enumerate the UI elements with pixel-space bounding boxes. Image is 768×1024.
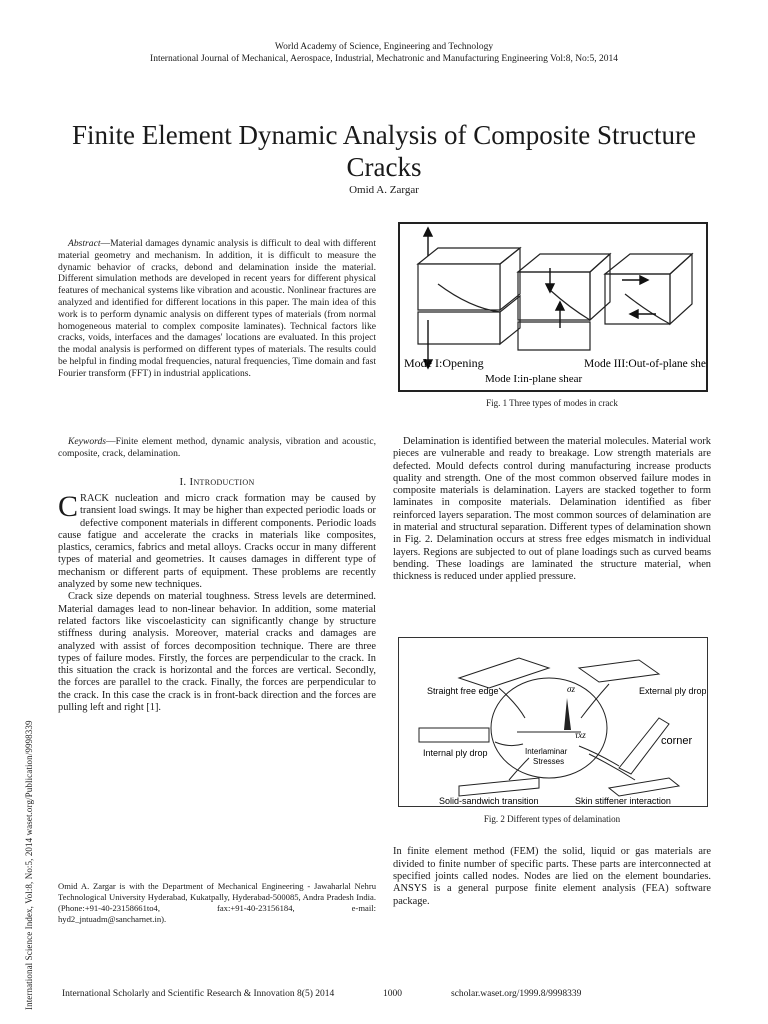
side-note: International Science Index, Vol:8, No:5, 2014 waset.org/Publication/9998339 <box>24 720 34 1010</box>
sigma-label: σz <box>567 684 575 694</box>
skin-stiffener-label: Skin stiffener interaction <box>575 796 671 805</box>
crack-modes-illustration <box>400 224 706 390</box>
keywords-text: —Finite element method, dynamic analysis, vibration and acoustic, composite, crack, delamination. <box>58 436 376 459</box>
intro-paragraph-1: RACK nucleation and micro crack formation may be caused by transient load swings. It may be higher than expected periodic loads or defective component materials in different components. Periodic loads cause fatigue and accelerate the cracks in materials like composites, plastics, ceramics, fabrics and metal alloys. Cracks occur in many different types of material and geometries. It causes damages in different type of mechanism or different parts of equipment. These problems are recently analyzed by some new techniques. <box>58 493 376 591</box>
abstract-label: Abstract <box>68 238 101 249</box>
delamination-text <box>393 436 711 584</box>
keywords <box>58 436 376 460</box>
intro-paragraph-2: Crack size depends on material toughness. Stress levels are determined. Material damages lead to non-linear behavior. In addition, some material related factors like viscoelasticity can significantly change by structure stiffness during analysis. Moreover, material cracks and damages are analyzed with assist of forces decomposition technique. There are three types of failure modes. Firstly, the forces are perpendicular to the crack. In this situation the crack is horizontal and the forces are vertical. Secondly, the forces are parallel to the crack. Finally, the forces are perpendicular to the crack. In this case the crack is in front-back direction and the forces are pulling left and right [1]. <box>58 591 376 714</box>
journal-issue: International Journal of Mechanical, Aerospace, Industrial, Mechatronic and Manufacturing Engineering Vol:8, No:5, 2014 <box>150 54 618 64</box>
interlaminar-label: Interlaminar <box>525 747 568 756</box>
abstract-text: —Material damages dynamic analysis is difficult to deal with different material geometry and mechanism. In addition, it is difficult to measure the dynamic behavior of cracks, debond and delamination inside the material. Different simulation methods are developed in recent years for different physical features of mechanical systems like vibration and acoustic. Nonlinear fractures are analyzed and identified for different locations in this paper. The main idea of this work is to perform dynamic analysis on different types of materials (from normal homogeneous material to complex composite laminates). Technical factors like cracks, voids, interfaces and the damages' locations are evaluated. In this project the modal analysis is performed on different types of materials. The results could be helpful in finding modal frequencies, natural frequencies, Time domain and fast Fourier transform (FFT) in industrial applications. <box>58 238 376 379</box>
section-number: I. <box>179 476 187 488</box>
footer-url: scholar.waset.org/1999.8/9998339 <box>451 989 582 999</box>
figure-1-caption: Fig. 1 Three types of modes in crack <box>486 398 618 408</box>
author: Omid A. Zargar <box>349 184 419 196</box>
section-title: Introduction <box>189 476 255 488</box>
mode3-label: Mode III:Out-of-plane shear <box>584 358 706 370</box>
journal-name: World Academy of Science, Engineering and Technology <box>274 42 494 52</box>
author-footnote: Omid A. Zargar is with the Department of Mechanical Engineering - Jawaharlal Nehru Technological University Hyderabad, Kukatpally, Hyderabad-500085, Andra Pradesh India. (Phone:+91-40-23158661to4, fax:+91-40-23156184, e-mail: hyd2_jntuadm@sancharnet.in). <box>58 881 376 924</box>
delamination-paragraph: Delamination is identified between the material molecules. Material work pieces are vulnerable and ready to breakage. Low strength materials are defected. Mould defects control during manufacturing increase products quality and strength. One of the most common observed failure modes in composite materials is delamination. Layers are stacked together to form laminates in composite materials. Delamination identified as fiber reinforced layers separation. The most common sources of delamination are in material and structural separation. Different types of delamination shown in Fig. 2. Delamination occurs at stress free edges mismatch in individual layers. Regions are subjected to out of plane loadings such as curved beams bending. These loadings are laminated the structure material, when thickness is reduced under applied pressure. <box>393 436 711 583</box>
figure-1 <box>398 222 708 392</box>
page-number: 1000 <box>383 989 402 999</box>
delamination-types-illustration <box>399 638 706 805</box>
mode2-label: Mode I:in-plane shear <box>485 373 583 385</box>
corner-label: corner <box>661 735 693 747</box>
tau-label: τxz <box>575 730 586 740</box>
figure-2-caption: Fig. 2 Different types of delamination <box>483 814 621 824</box>
footer-publisher: International Scholarly and Scientific Research & Innovation 8(5) 2014 <box>62 989 335 999</box>
section-heading <box>58 476 376 488</box>
fem-paragraph: In finite element method (FEM) the solid, liquid or gas materials are divided to finite number of specific parts. These parts are interconnected at specified joints called nodes. Nodes are lied on the element boundaries. ANSYS is a general purpose finite element analysis (FEA) software package. <box>393 846 711 907</box>
drop-cap: C <box>58 490 79 523</box>
figure-2 <box>398 637 708 807</box>
straight-free-edge-label: Straight free edge <box>427 686 499 696</box>
fem-text <box>393 836 711 918</box>
intro-text <box>58 490 376 714</box>
internal-ply-drop-label: Internal ply drop <box>423 748 488 758</box>
solid-sandwich-label: Solid-sandwich transition <box>439 796 539 805</box>
paper-title: Finite Element Dynamic Analysis of Composite Structure Cracks <box>72 120 696 182</box>
mode1-label: Mode I:Opening <box>404 356 484 370</box>
stresses-label: Stresses <box>533 757 565 766</box>
abstract <box>58 238 376 380</box>
keywords-label: Keywords <box>68 436 107 447</box>
external-ply-drop-label: External ply drop <box>639 686 706 696</box>
